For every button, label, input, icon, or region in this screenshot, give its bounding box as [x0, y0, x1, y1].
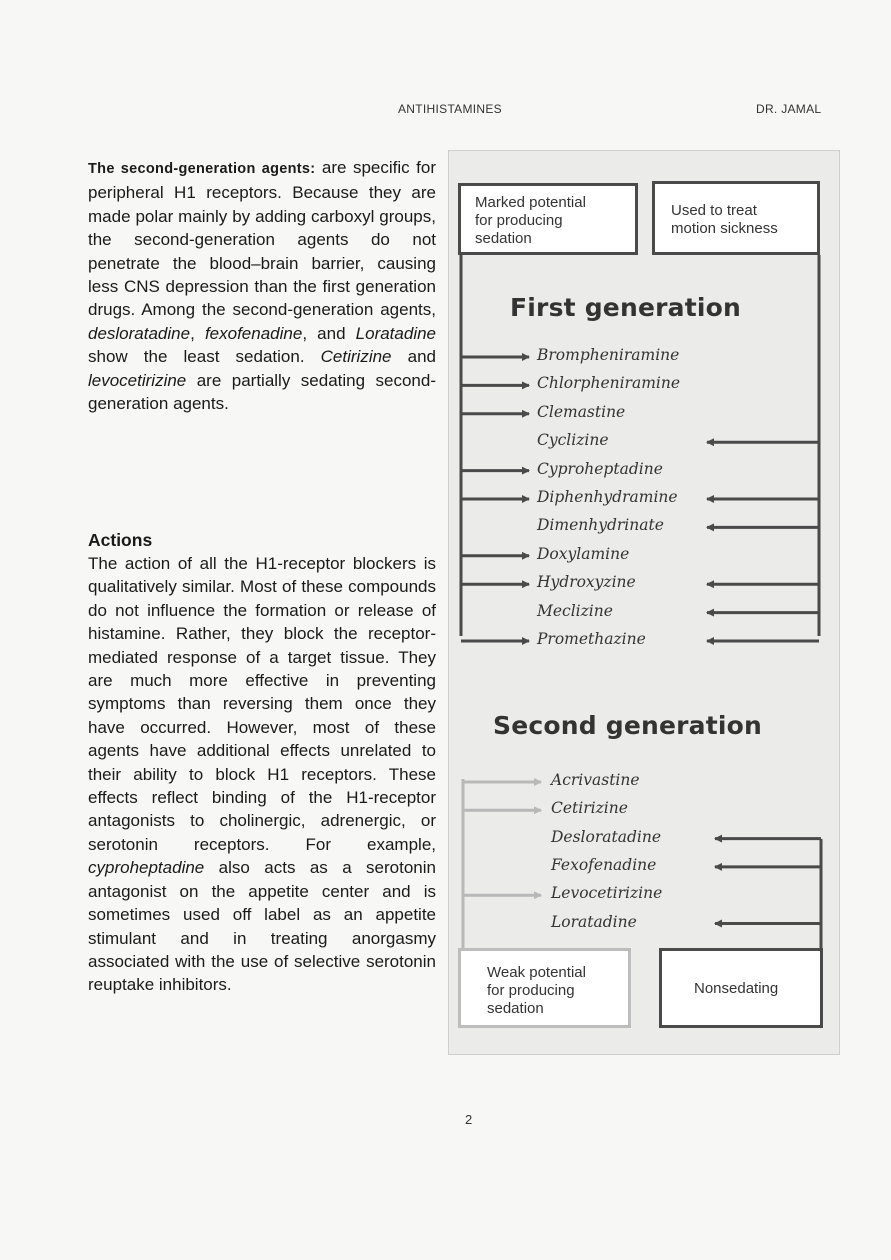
connector-lines: [449, 151, 839, 1054]
first-generation-drug: Clemastine: [537, 402, 626, 421]
drug-name-inline: levocetirizine: [88, 370, 187, 390]
lead-term: The second-generation agents:: [88, 161, 316, 177]
text-run: are partially sedating second-generation agents.: [88, 370, 436, 414]
box-line: Weak potential: [487, 964, 586, 981]
text-run: also acts as a serotonin antagonist on the appetite center and is sometimes used off label as an appetite stimulant and in treating anorgasmy associated with the use of selective serotonin reuptake inhibitors.: [88, 858, 436, 995]
box-line: for producing: [475, 212, 563, 229]
drug-name-inline: fexofenadine: [204, 323, 303, 343]
text-run: are specific for peripheral H1 receptors. Because they are made polar mainly by adding carboxyl groups, the second-generation agents do not penetrate the blood–brain barrier, causing less CNS depression than the first generation drugs. Among the second-generation agents,: [88, 158, 436, 320]
first-generation-drug: Brompheniramine: [537, 346, 680, 364]
antihistamine-figure: [448, 150, 840, 1055]
first-generation-drug: Meclizine: [537, 601, 613, 620]
section-actions: [88, 529, 436, 997]
box-line: sedation: [487, 1000, 544, 1017]
drug-name-inline: cyproheptadine: [88, 858, 205, 878]
box-line: sedation: [475, 230, 532, 247]
text-run: and: [391, 347, 436, 367]
drug-name-inline: desloratadine: [88, 323, 191, 343]
second-generation-drug: Levocetirizine: [551, 884, 663, 903]
text-run: The action of all the H1-receptor blockers is qualitatively similar. Most of these compounds do not influence the formation or release of histamine. Rather, they block the receptor-mediated response of a target tissue. They are much more effective in preventing symptoms than reversing them once they have occurred. However, most of these agents have additional effects unrelated to their ability to block H1 receptors. These effects reflect binding of the H1-receptor antagonists to cholinergic, adrenergic, or serotonin receptors. For example,: [88, 554, 436, 854]
first-generation-title: First generation: [510, 293, 742, 322]
first-generation-drug: Dimenhydrinate: [537, 516, 664, 535]
first-generation-drug: Hydroxyzine: [537, 573, 636, 592]
page-number: 2: [465, 1112, 473, 1127]
box-line: Used to treat: [671, 202, 757, 219]
box-nonsedating: [659, 948, 823, 1028]
second-generation-title: Second generation: [493, 711, 763, 740]
paragraph-second-generation: [88, 156, 436, 415]
first-generation-drug: Chlorpheniramine: [537, 374, 681, 393]
second-generation-drug: Acrivastine: [551, 771, 640, 789]
text-run: show the least sedation.: [88, 347, 321, 367]
first-generation-drug: Diphenhydramine: [537, 488, 678, 506]
running-header-title: ANTIHISTAMINES: [398, 102, 502, 116]
drug-name-inline: Cetirizine: [320, 347, 392, 367]
drug-name-inline: Loratadine: [355, 323, 436, 343]
second-generation-drug: Desloratadine: [551, 827, 661, 846]
first-generation-drug: Cyclizine: [537, 431, 609, 450]
first-generation-drug: Promethazine: [537, 630, 646, 648]
second-generation-drug: Cetirizine: [551, 799, 628, 818]
box-line: motion sickness: [671, 220, 778, 237]
first-generation-drug: Cyproheptadine: [537, 459, 663, 478]
box-motion-sickness: [652, 181, 820, 255]
running-header-author: DR. JAMAL: [756, 102, 822, 116]
box-line: Nonsedating: [694, 980, 779, 997]
box-marked-sedation: [458, 183, 638, 255]
text-run: ,: [190, 323, 205, 343]
box-line: for producing: [487, 982, 575, 999]
first-generation-drug: Doxylamine: [537, 544, 630, 563]
text-run: , and: [302, 323, 356, 343]
box-line: Marked potential: [475, 194, 586, 211]
section-heading: Actions: [88, 530, 153, 550]
second-generation-drug: Loratadine: [551, 912, 637, 931]
box-weak-sedation: [458, 948, 631, 1028]
second-generation-drug: Fexofenadine: [551, 855, 657, 874]
